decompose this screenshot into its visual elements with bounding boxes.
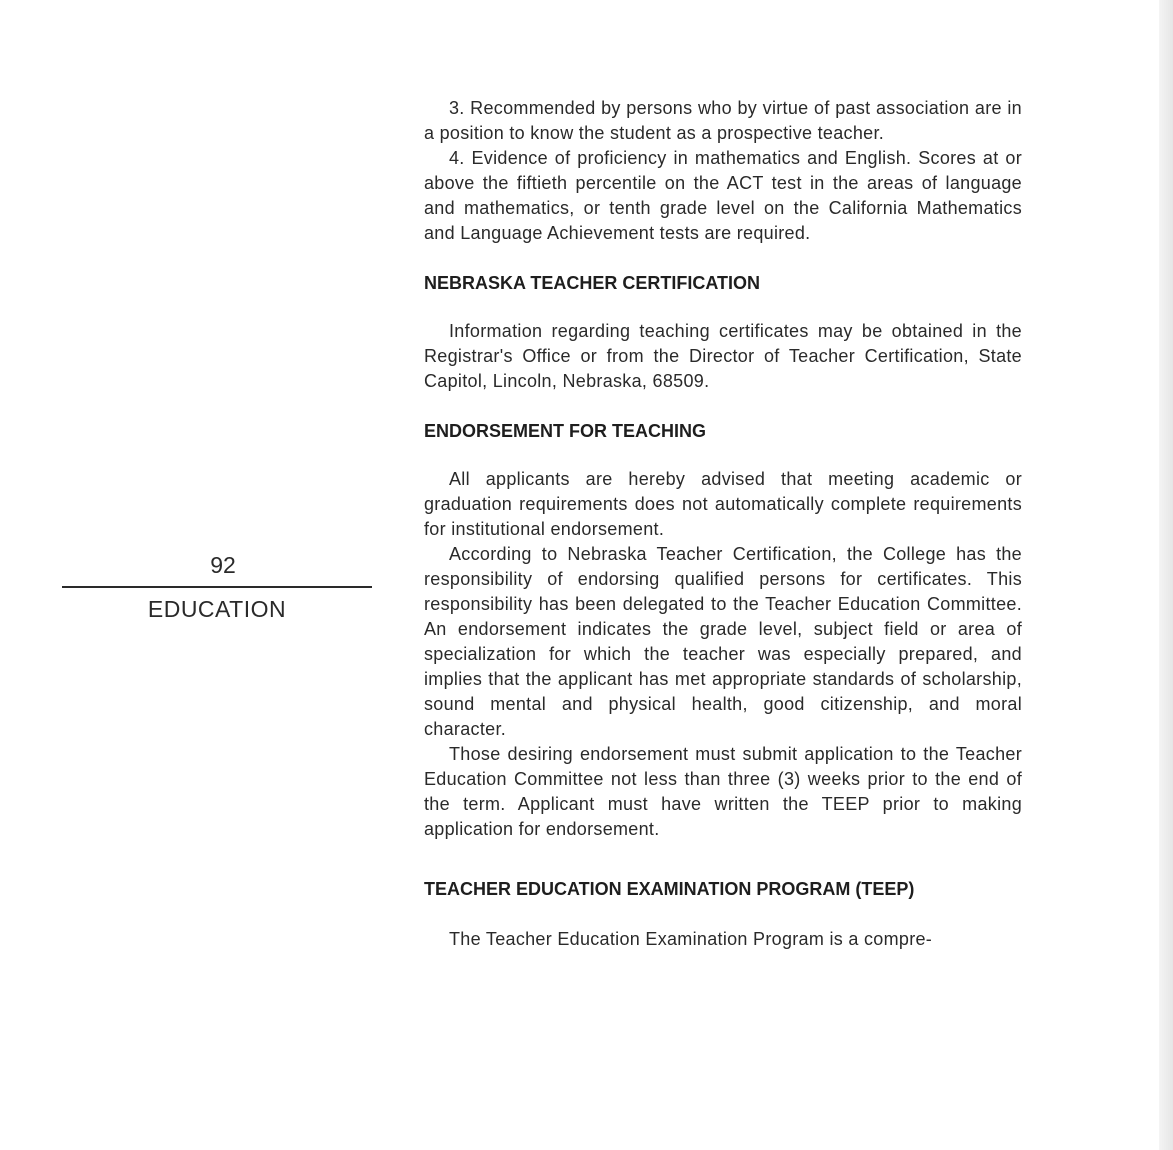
heading-nebraska-certification: NEBRASKA TEACHER CERTIFICATION: [424, 273, 760, 293]
heading-endorsement: ENDORSEMENT FOR TEACHING: [424, 421, 707, 441]
admission-item-3: 3. Recommended by persons who by virtue of past association are in a position to know the student as a prospective teacher.: [424, 98, 1022, 143]
endorsement-paragraph-2: According to Nebraska Teacher Certification, the College has the responsibility of endorsing qualified persons for certificates. This responsibility has been delegated to the Teacher Education Committee. An endorsement indicates the grade level, subject field or area of specialization for which the teacher was especially prepared, and implies that the applicant has met appropriate standards of scholarship, sound mental and physical health, good citizenship, and moral character.: [424, 544, 1022, 739]
teep-paragraph: The Teacher Education Examination Program is a compre-: [449, 929, 933, 949]
heading-teep: TEACHER EDUCATION EXAMINATION PROGRAM (TEEP): [424, 879, 915, 899]
page-sidebar: [62, 548, 372, 624]
certification-paragraph: Information regarding teaching certificates may be obtained in the Registrar's Office or from the Director of Teacher Certification, State Capitol, Lincoln, Nebraska, 68509.: [424, 321, 1022, 391]
endorsement-paragraph-1: All applicants are hereby advised that meeting academic or graduation requirements does not automatically complete requirements for institutional endorsement.: [424, 469, 1022, 539]
sidebar-divider: [62, 586, 372, 588]
main-text-column: [424, 96, 1022, 952]
page-number: 92: [210, 552, 236, 578]
admission-item-4: 4. Evidence of proficiency in mathematics and English. Scores at or above the fiftieth percentile on the ACT test in the areas of language and mathematics, or tenth grade level on the California Mathematics and Language Achievement tests are required.: [424, 148, 1022, 243]
page-edge-shadow: [1159, 0, 1173, 1150]
section-label: EDUCATION: [147, 596, 287, 622]
endorsement-paragraph-3: Those desiring endorsement must submit application to the Teacher Education Committee not less than three (3) weeks prior to the end of the term. Applicant must have written the TEEP prior to making application for endorsement.: [424, 744, 1022, 839]
